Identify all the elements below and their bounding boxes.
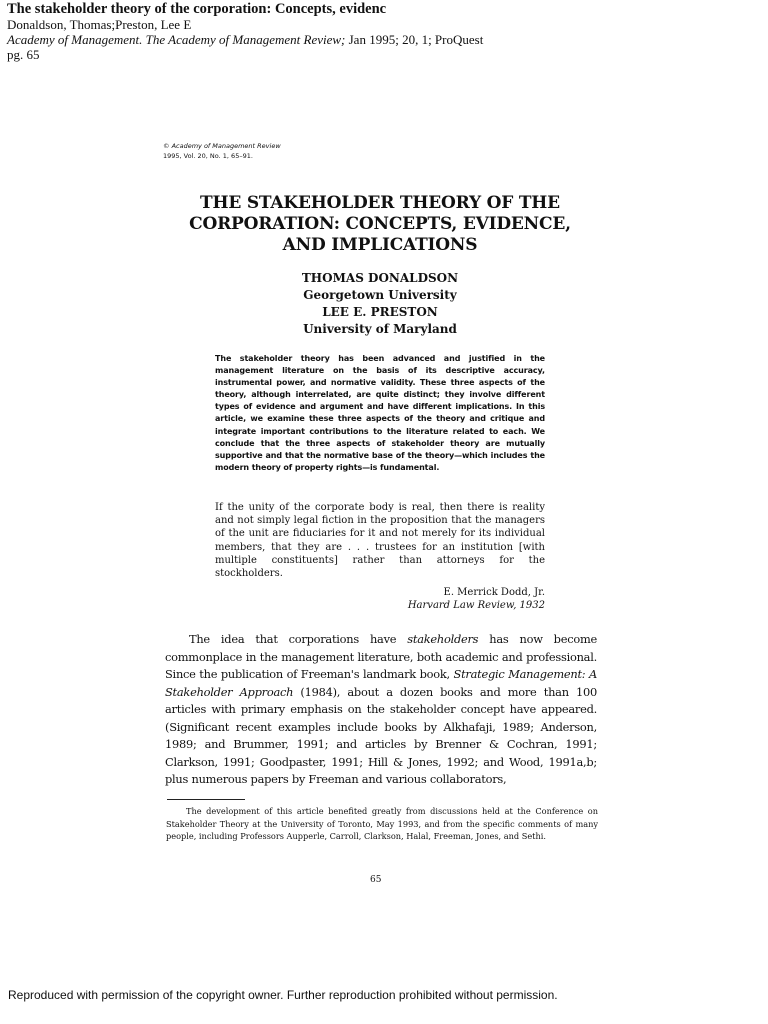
header-authors: Donaldson, Thomas;Preston, Lee E xyxy=(7,17,192,32)
title-line-2: CORPORATION: CONCEPTS, EVIDENCE, xyxy=(189,214,571,234)
header-journal: Academy of Management. The Academy of Management Review; xyxy=(7,32,346,47)
reproduction-notice: Reproduced with permission of the copyright owner. Further reproduction prohibited without permission. xyxy=(8,988,558,1002)
header-title: The stakeholder theory of the corporation: Concepts, evidenc xyxy=(7,1,387,17)
citation-header xyxy=(7,2,483,62)
article-title xyxy=(160,193,600,256)
author-name-2: LEE E. PRESTON xyxy=(322,305,438,319)
author-affiliation-2: University of Maryland xyxy=(303,322,457,336)
author-affiliation-1: Georgetown University xyxy=(303,288,457,302)
epigraph-source: Harvard Law Review, 1932 xyxy=(407,600,545,612)
copyright-notice xyxy=(163,141,281,161)
copyright-line-2: 1995, Vol. 20, No. 1, 65–91. xyxy=(163,152,253,160)
author-name-1: THOMAS DONALDSON xyxy=(301,271,459,285)
epigraph-author: E. Merrick Dodd, Jr. xyxy=(443,587,545,598)
body-paragraph-text: The idea that corporations have stakeholders has now become commonplace in the management literature, both academic and professional. Since the publication of Freeman's landmark book, Strategic Management: A Stakeholder Approach (1984), about a dozen books and more than 100 articles with primary emphasis on the stakeholder concept have appeared. (Significant recent examples include books by Alkhafaji, 1989; Anderson, 1989; and Brummer, 1991; and articles by Brenner & Cochran, 1991; Clarkson, 1991; Goodpaster, 1991; Hill & Jones, 1992; and Wood, 1991a,b; plus numerous papers by Freeman and various collaborators, xyxy=(165,632,597,786)
footnote xyxy=(166,805,598,843)
title-line-3: AND IMPLICATIONS xyxy=(282,235,478,255)
body-paragraph xyxy=(165,631,597,789)
title-line-1: THE STAKEHOLDER THEORY OF THE xyxy=(200,193,560,213)
header-issue: Jan 1995; 20, 1; ProQuest xyxy=(345,32,484,47)
epigraph-attribution xyxy=(350,586,545,612)
author-block xyxy=(230,270,530,338)
footnote-text: The development of this article benefited greatly from discussions held at the Conference on Stakeholder Theory at the University of Toronto, May 1993, and from the specific comments of many people, including Professors Aupperle, Carroll, Clarkson, Halal, Freeman, Jones, and Sethi. xyxy=(166,806,598,842)
header-page: pg. 65 xyxy=(7,47,40,62)
footnote-divider xyxy=(167,799,245,800)
copyright-line-1: © Academy of Management Review xyxy=(163,142,281,150)
page-number: 65 xyxy=(370,875,382,885)
header-journal-line xyxy=(7,32,483,47)
abstract: The stakeholder theory has been advanced and justified in the management literature on the basis of its descriptive accuracy, instrumental power, and normative validity. These three aspects of the theory, although interrelated, are quite distinct; they involve different types of evidence and argument and have different implications. In this article, we examine these three aspects of the theory and critique and integrate important contributions to the literature related to each. We conclude that the three aspects of stakeholder theory are mutually supportive and that the normative base of the theory—which includes the modern theory of property rights—is fundamental. xyxy=(215,354,545,472)
epigraph-quote: If the unity of the corporate body is real, then there is reality and not simply legal fiction in the proposition that the managers of the unit are fiduciaries for it and not merely for its individual members, that they are . . . trustees for an institution [with multiple constituents] rather than attorneys for the stockholders. xyxy=(215,502,545,580)
